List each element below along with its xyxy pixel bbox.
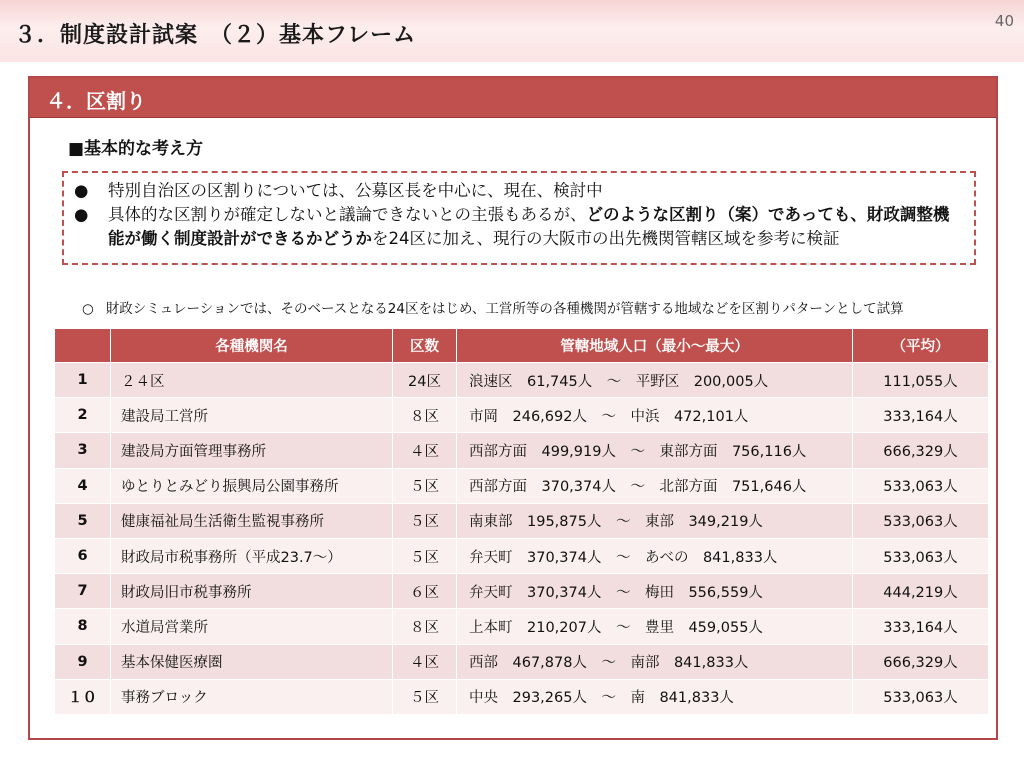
- sub-heading: ■基本的な考え方: [68, 139, 204, 159]
- bullet-text-emphasis: どのような区割り（案）であっても、財政調整機能が働く制度設計ができるかどうか: [108, 205, 950, 248]
- table-row: [55, 574, 989, 609]
- table-row: [55, 468, 989, 503]
- agency-name: 財政局市税事務所（平成23.7～）: [111, 538, 393, 573]
- row-number: 8: [55, 609, 111, 644]
- table-row: [55, 503, 989, 538]
- row-number: 9: [55, 644, 111, 679]
- district-count: ５区: [393, 538, 457, 573]
- population-average: 533,063人: [853, 679, 989, 714]
- column-header-range: 管轄地域人口（最小～最大）: [457, 329, 853, 363]
- row-number: １０: [55, 679, 111, 714]
- population-range: 市岡 246,692人 ～ 中浜 472,101人: [457, 398, 853, 433]
- row-number: 7: [55, 574, 111, 609]
- row-number: 1: [55, 363, 111, 398]
- population-average: 533,063人: [853, 503, 989, 538]
- district-count: 24区: [393, 363, 457, 398]
- district-count: ４区: [393, 433, 457, 468]
- table-row: [55, 679, 989, 714]
- bullet-item: [74, 203, 964, 251]
- row-number: 2: [55, 398, 111, 433]
- population-range: 中央 293,265人 ～ 南 841,833人: [457, 679, 853, 714]
- table-row: [55, 363, 989, 398]
- agency-name: 建設局方面管理事務所: [111, 433, 393, 468]
- population-range: 弁天町 370,374人 ～ あべの 841,833人: [457, 538, 853, 573]
- bullet-text: [108, 203, 964, 251]
- district-count: ４区: [393, 644, 457, 679]
- population-average: 533,063人: [853, 468, 989, 503]
- key-points-box: [62, 171, 976, 265]
- row-number: 3: [55, 433, 111, 468]
- column-header-average: （平均）: [853, 329, 989, 363]
- district-count: ５区: [393, 503, 457, 538]
- district-count: ８区: [393, 609, 457, 644]
- row-number: 6: [55, 538, 111, 573]
- row-number: 4: [55, 468, 111, 503]
- population-average: 444,219人: [853, 574, 989, 609]
- district-count: ５区: [393, 679, 457, 714]
- agency-name: 建設局工営所: [111, 398, 393, 433]
- agency-name: 事務ブロック: [111, 679, 393, 714]
- table-row: [55, 538, 989, 573]
- population-range: 弁天町 370,374人 ～ 梅田 556,559人: [457, 574, 853, 609]
- district-table: [54, 328, 989, 715]
- simulation-note: [82, 297, 904, 317]
- bullet-text-plain: 具体的な区割りが確定しないと議論できないとの主張もあるが、: [108, 205, 587, 224]
- panel-title: ４．区割り: [30, 78, 996, 118]
- population-range: 西部 467,878人 ～ 南部 841,833人: [457, 644, 853, 679]
- agency-name: 水道局営業所: [111, 609, 393, 644]
- district-count: ８区: [393, 398, 457, 433]
- table-header-row: [55, 329, 989, 363]
- population-average: 666,329人: [853, 644, 989, 679]
- column-header-count: 区数: [393, 329, 457, 363]
- district-count: ５区: [393, 468, 457, 503]
- bullet-text-plain: を24区に加え、現行の大阪市の出先機関管轄区域を参考に検証: [372, 229, 840, 248]
- column-header-no: [55, 329, 111, 363]
- page-number: 40: [994, 12, 1014, 30]
- table-row: [55, 644, 989, 679]
- table-body: [55, 363, 989, 715]
- content-panel: [28, 76, 998, 740]
- population-average: 533,063人: [853, 538, 989, 573]
- page-title: ３．制度設計試案 （２）基本フレーム: [14, 23, 417, 48]
- bullet-item: [74, 179, 964, 203]
- population-range: 西部方面 499,919人 ～ 東部方面 756,116人: [457, 433, 853, 468]
- table-row: [55, 433, 989, 468]
- note-text: 財政シミュレーションでは、そのベースとなる24区をはじめ、工営所等の各種機関が管轄する地域などを区割りパターンとして試算: [105, 301, 904, 317]
- district-table-wrap: [54, 328, 988, 715]
- population-range: 上本町 210,207人 ～ 豊里 459,055人: [457, 609, 853, 644]
- bullet-icon: ●: [74, 181, 89, 200]
- population-average: 333,164人: [853, 609, 989, 644]
- population-average: 666,329人: [853, 433, 989, 468]
- bullet-text: 特別自治区の区割りについては、公募区長を中心に、現在、検討中: [108, 181, 603, 200]
- population-range: 南東部 195,875人 ～ 東部 349,219人: [457, 503, 853, 538]
- population-range: 西部方面 370,374人 ～ 北部方面 751,646人: [457, 468, 853, 503]
- agency-name: ゆとりとみどり振興局公園事務所: [111, 468, 393, 503]
- table-row: [55, 398, 989, 433]
- population-average: 333,164人: [853, 398, 989, 433]
- table-row: [55, 609, 989, 644]
- district-count: ６区: [393, 574, 457, 609]
- circle-icon: ○: [82, 301, 94, 317]
- agency-name: 財政局旧市税事務所: [111, 574, 393, 609]
- row-number: 5: [55, 503, 111, 538]
- agency-name: 基本保健医療圏: [111, 644, 393, 679]
- population-range: 浪速区 61,745人 ～ 平野区 200,005人: [457, 363, 853, 398]
- agency-name: 健康福祉局生活衛生監視事務所: [111, 503, 393, 538]
- population-average: 111,055人: [853, 363, 989, 398]
- bullet-icon: ●: [74, 205, 89, 224]
- column-header-agency: 各種機関名: [111, 329, 393, 363]
- agency-name: ２４区: [111, 363, 393, 398]
